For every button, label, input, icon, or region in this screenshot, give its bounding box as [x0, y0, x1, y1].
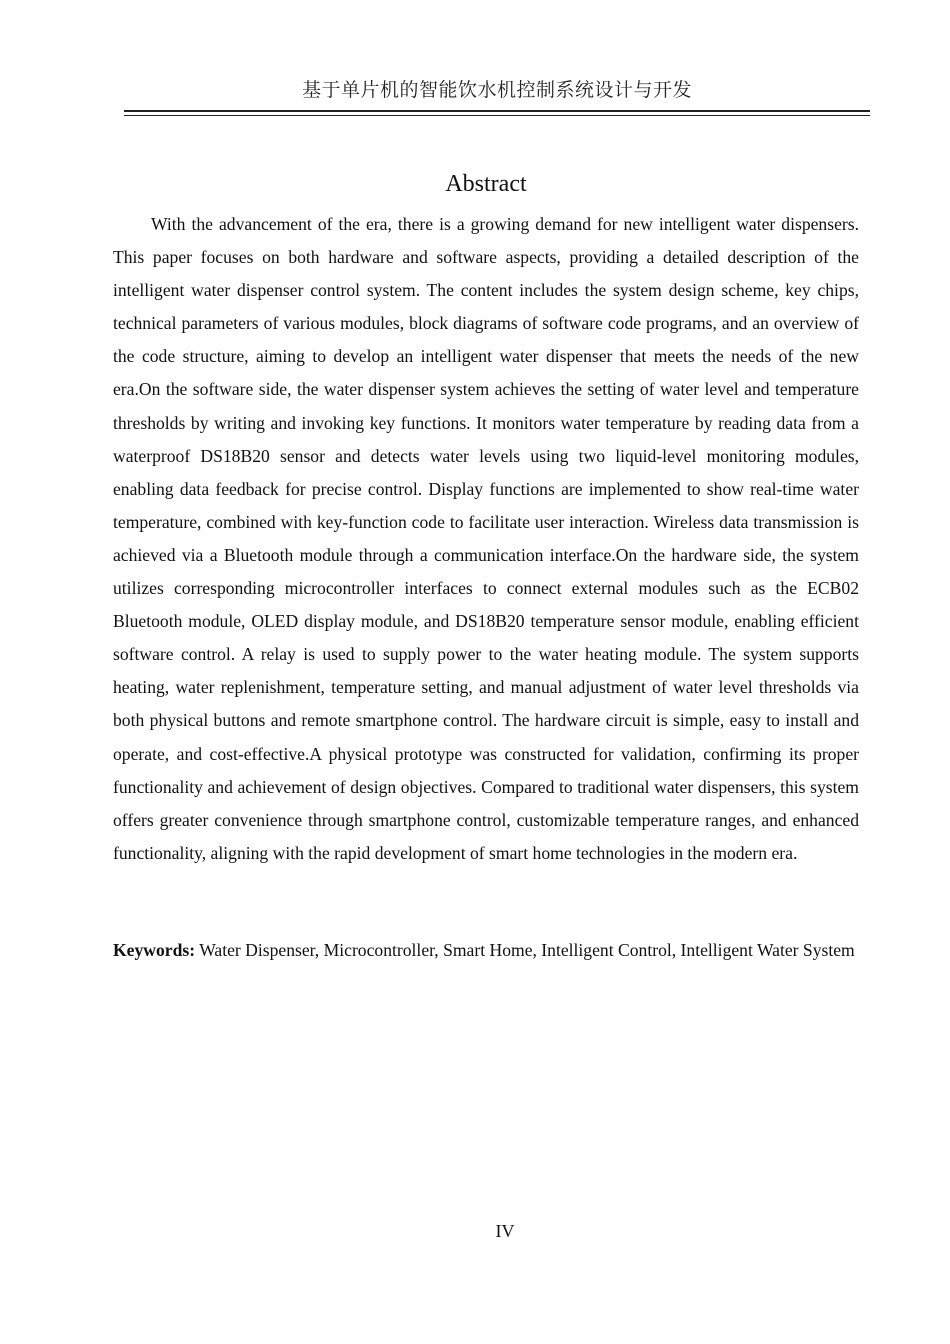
running-header: 基于单片机的智能饮水机控制系统设计与开发 [301, 80, 692, 101]
keywords-label: Keywords: [113, 940, 196, 960]
abstract-body: With the advancement of the era, there is a growing demand for new intelligent water dispensers. This paper focuses on both hardware and software aspects, providing a detailed description of the intelligent water dispenser control system. The content includes the system design scheme, key chips, technical parameters of various modules, block diagrams of software code programs, and an overview of the code structure, aiming to develop an intelligent water dispenser that meets the needs of the new era.On the software side, the water dispenser system achieves the setting of water level and temperature thresholds by writing and invoking key functions. It monitors water temperature by reading data from a waterproof DS18B20 sensor and detects water levels using two liquid-level monitoring modules, enabling data feedback for precise control. Display functions are implemented to show real-time water temperature, combined with key-function code to facilitate user interaction. Wireless data transmission is achieved via a Bluetooth module through a communication interface.On the hardware side, the system utilizes corresponding microcontroller interfaces to connect external modules such as the ECB02 Bluetooth module, OLED display module, and DS18B20 temperature sensor module, enabling efficient software control. A relay is used to supply power to the water heating module. The system supports heating, water replenishment, temperature setting, and manual adjustment of water level thresholds via both physical buttons and remote smartphone control. The hardware circuit is simple, easy to install and operate, and cost-effective.A physical prototype was constructed for validation, confirming its proper functionality and achievement of design objectives. Compared to traditional water dispensers, this system offers greater convenience through smartphone control, customizable temperature ranges, and enhanced functionality, aligning with the rapid development of smart home technologies in the modern era. [113, 214, 859, 863]
page-number: IV [495, 1221, 515, 1241]
keywords-line [113, 939, 859, 962]
keywords-text: Water Dispenser, Microcontroller, Smart Home, Intelligent Control, Intelligent Water System [199, 940, 855, 960]
abstract-heading: Abstract [445, 171, 527, 197]
header-double-rule [124, 110, 870, 116]
